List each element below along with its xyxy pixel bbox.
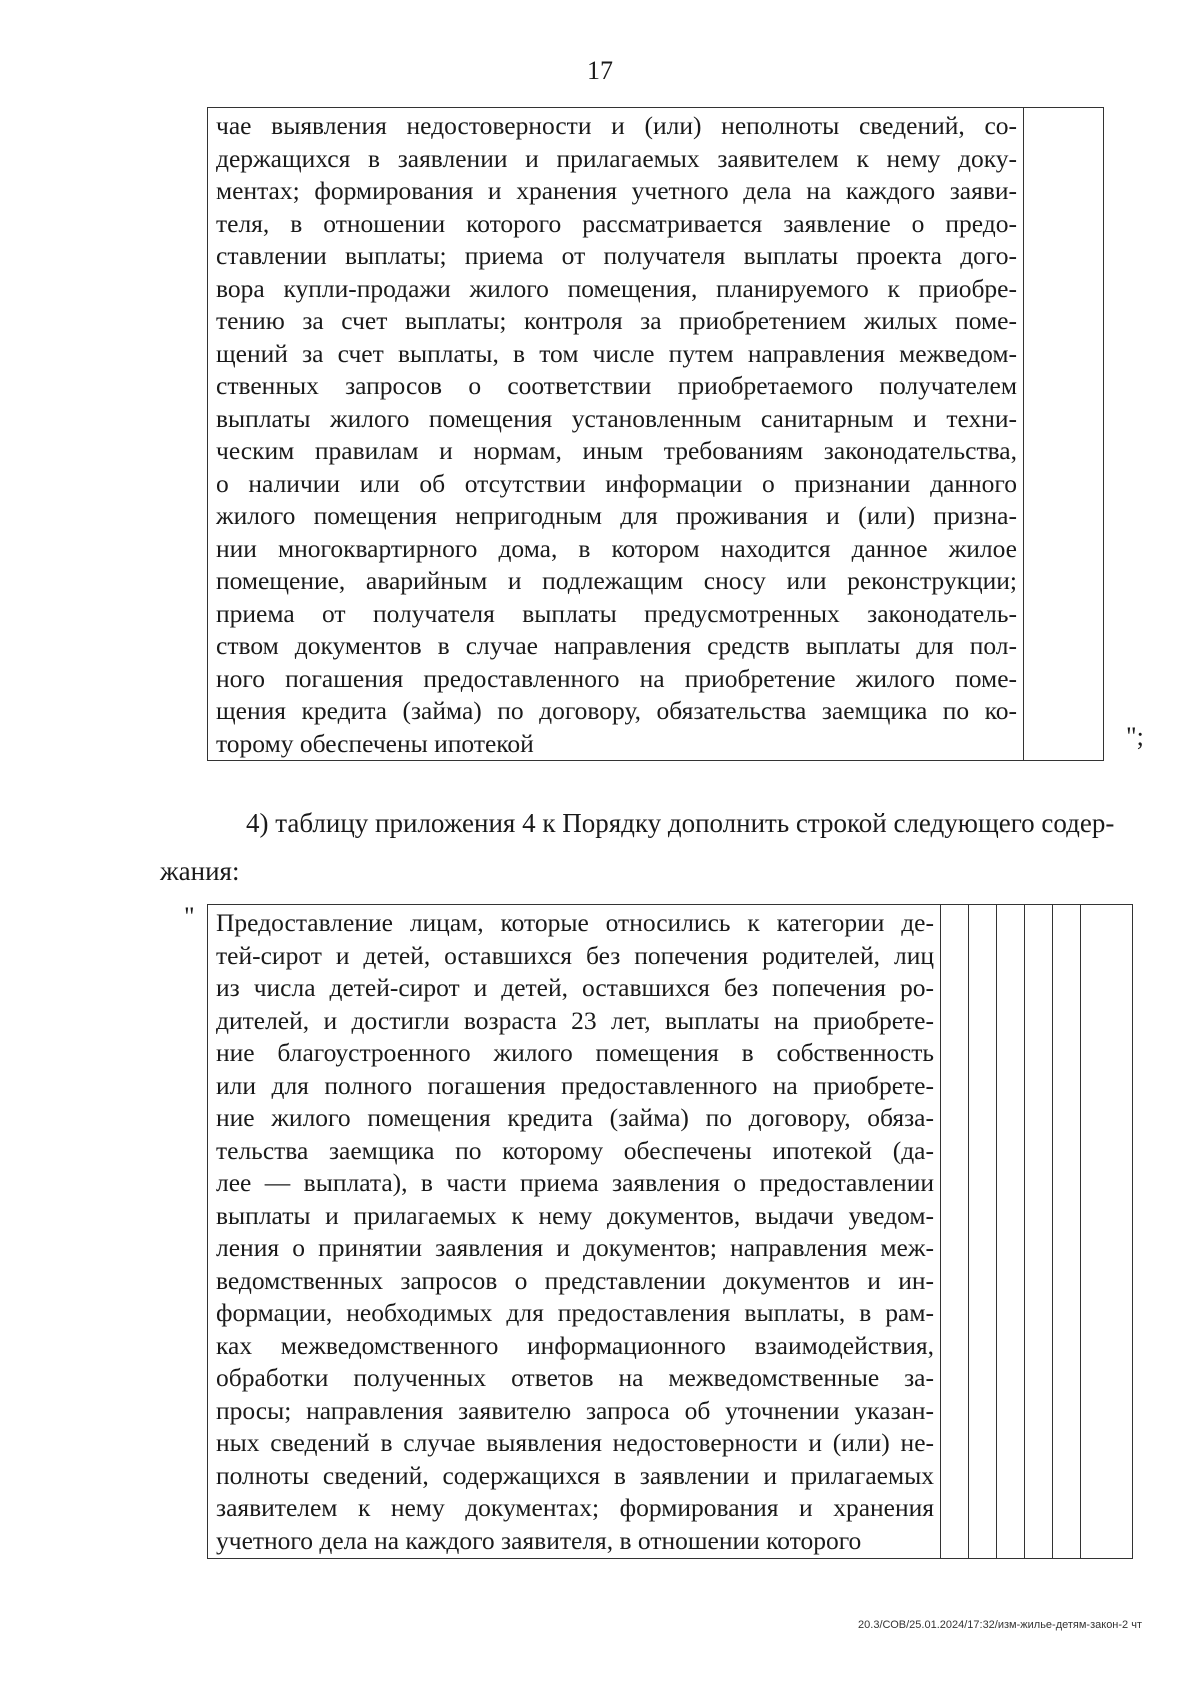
text-line: тей-сирот и детей, оставшихся без попечения родителей, лиц: [216, 940, 934, 970]
cell-paragraph: [208, 905, 940, 1557]
text-line: ках межведомственного информационного взаимодействия,: [216, 1330, 934, 1360]
text-line: помещение, аварийным и подлежащим сносу или реконструкции;: [216, 566, 1017, 595]
text-line: ментах; формирования и хранения учетного дела на каждого заяви-: [216, 176, 1017, 205]
text-line: приема от получателя выплаты предусмотренных законодатель-: [216, 598, 1017, 628]
text-line: формации, необходимых для предоставления выплаты, в рам-: [216, 1298, 934, 1327]
text-line: обработки полученных ответов на межведомственные за-: [216, 1363, 934, 1392]
text-line: чае выявления недостоверности и (или) неполноты сведений, со-: [216, 111, 1017, 140]
text-line: щения кредита (займа) по договору, обязательства заемщика по ко-: [216, 696, 1017, 725]
text-line: ставлении выплаты; приема от получателя выплаты проекта дого-: [216, 241, 1017, 270]
text-line: ние благоустроенного жилого помещения в собственность: [216, 1038, 934, 1067]
text-line: ние жилого помещения кредита (займа) по договору, обяза-: [216, 1103, 934, 1132]
text-line: жилого помещения непригодным для проживания и (или) призна-: [216, 501, 1017, 530]
table-cell-empty: [941, 905, 969, 1559]
opening-quote-mark: ": [184, 902, 195, 931]
page-number: 17: [587, 56, 613, 85]
text-line: ческим правилам и нормам, иным требованиям законодательства,: [216, 436, 1017, 465]
text-line: ления о принятии заявления и документов; направления меж-: [216, 1233, 934, 1262]
table-cell-empty: [1053, 905, 1081, 1559]
table-continuation: [207, 107, 1104, 761]
text-line: щений за счет выплаты, в том числе путем направления межведом-: [216, 338, 1017, 368]
text-line: ведомственных запросов о представлении документов и ин-: [216, 1265, 934, 1295]
text-line: дителей, и достигли возраста 23 лет, выплаты на приобрете-: [216, 1005, 934, 1035]
table-cell-empty: [997, 905, 1025, 1559]
text-line: тению за счет выплаты; контроля за приобретением жилых поме-: [216, 306, 1017, 335]
text-line: нии многоквартирного дома, в котором находится данное жилое: [216, 533, 1017, 563]
text-line: заявителем к нему документах; формирования и хранения: [216, 1493, 934, 1522]
text-line: Предоставление лицам, которые относились к категории де-: [216, 908, 934, 937]
text-line: тельства заемщика по которому обеспечены ипотекой (да-: [216, 1135, 934, 1165]
text-line: ственных запросов о соответствии приобретаемого получателем: [216, 371, 1017, 400]
text-line: выплаты и прилагаемых к нему документов, выдачи уведом-: [216, 1200, 934, 1230]
table-new-row: [207, 904, 1133, 1559]
table-cell-empty: [1024, 108, 1104, 761]
text-line: теля, в отношении которого рассматривается заявление о предо-: [216, 208, 1017, 238]
table-cell-empty: [1025, 905, 1053, 1559]
text-line: просы; направления заявителю запроса об уточнении указан-: [216, 1395, 934, 1425]
text-line: вора купли-продажи жилого помещения, планируемого к приобре-: [216, 273, 1017, 303]
text-line: торому обеспечены ипотекой: [216, 728, 534, 758]
table-cell-empty: [1081, 905, 1133, 1559]
table-row: [208, 905, 1133, 1559]
text-line: полноты сведений, содержащихся в заявлении и прилагаемых: [216, 1460, 934, 1490]
cell-paragraph: [208, 108, 1023, 760]
table-cell-text: [208, 108, 1024, 761]
table-row: [208, 108, 1104, 761]
text-line: из числа детей-сирот и детей, оставшихся без попечения ро-: [216, 973, 934, 1002]
text-line: о наличии или об отсутствии информации о признании данного: [216, 468, 1017, 498]
text-line: ных сведений в случае выявления недостоверности и (или) не-: [216, 1428, 934, 1457]
text-line: ного погашения предоставленного на приобретение жилого поме-: [216, 663, 1017, 693]
text-line: лее — выплата), в части приема заявления о предоставлении: [216, 1168, 934, 1197]
text-line: выплаты жилого помещения установленным санитарным и техни-: [216, 403, 1017, 433]
text-line: держащихся в заявлении и прилагаемых заявителем к нему доку-: [216, 143, 1017, 173]
table-cell-text: [208, 905, 941, 1559]
paragraph-line: жания:: [160, 856, 240, 886]
table-cell-empty: [969, 905, 997, 1559]
footer-document-code: 20.3/СОВ/25.01.2024/17:32/изм-жилье-детям-закон-2 чт: [858, 1619, 1142, 1631]
text-line: или для полного погашения предоставленного на приобрете-: [216, 1070, 934, 1100]
paragraph-line: 4) таблицу приложения 4 к Порядку дополнить строкой следующего содер-: [246, 808, 1115, 838]
text-line: учетного дела на каждого заявителя, в отношении которого: [216, 1525, 862, 1555]
text-line: ством документов в случае направления средств выплаты для пол-: [216, 631, 1017, 660]
closing-quote-mark: ";: [1126, 722, 1144, 751]
